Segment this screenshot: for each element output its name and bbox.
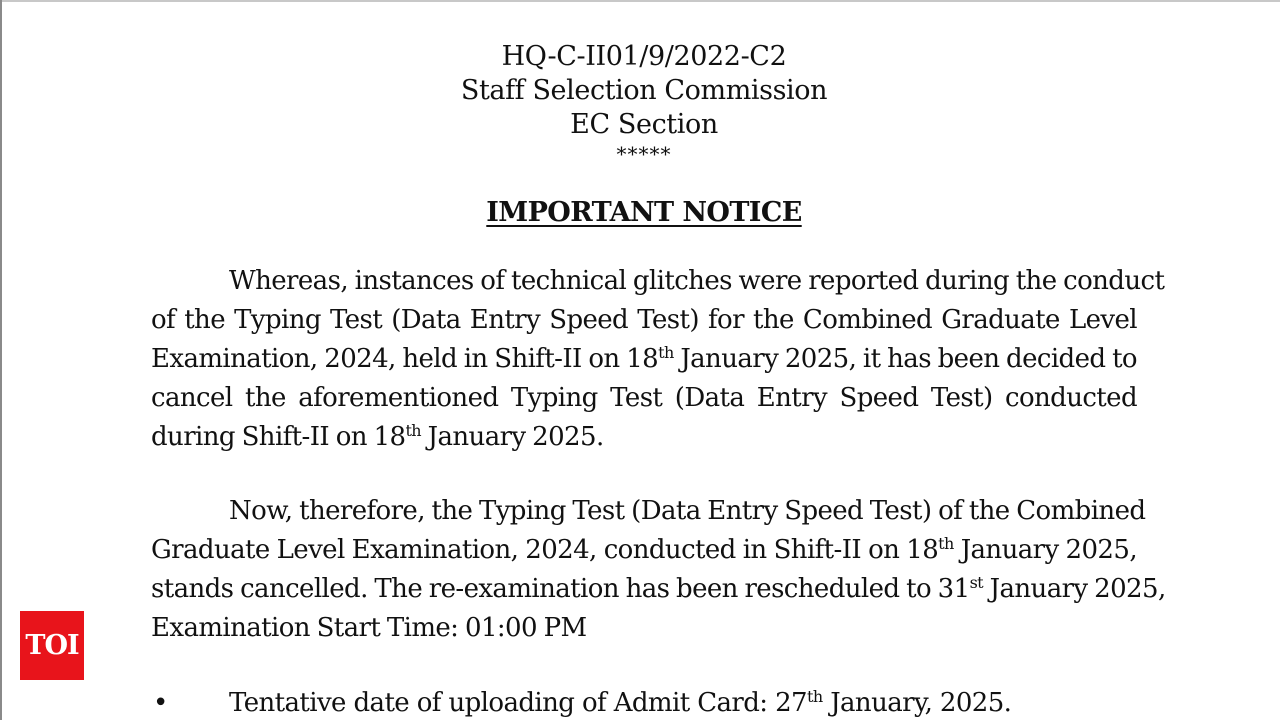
paragraph-1-line-3-a: Examination, 2024, held in Shift-II on 18 [151, 344, 659, 374]
paragraph-2-line-2 [151, 531, 1137, 570]
paragraph-2-line-3 [151, 570, 1166, 609]
paragraph-1-line-3 [151, 340, 1137, 379]
paragraph-1-line-4: cancel the aforementioned Typing Test (Data Entry Speed Test) conducted [151, 383, 1137, 413]
bullet-text-b: January, 2025. [822, 688, 1012, 718]
paragraph-1-line-2: of the Typing Test (Data Entry Speed Test) for the Combined Graduate Level [151, 305, 1137, 335]
paragraph-2-line-1: Now, therefore, the Typing Test (Data Entry Speed Test) of the Combined [229, 496, 1146, 526]
page-left-border [0, 0, 2, 720]
paragraph-2-line-4: Examination Start Time: 01:00 PM [151, 613, 587, 643]
header-separator: ***** [616, 142, 672, 166]
ordinal-suffix: st [969, 573, 984, 592]
bullet-marker: • [153, 688, 168, 718]
ordinal-suffix: th [658, 343, 674, 362]
ordinal-suffix: th [938, 534, 954, 553]
paragraph-1-line-5-b: January 2025. [421, 422, 604, 452]
paragraph-2-line-2-a: Graduate Level Examination, 2024, conducted in Shift-II on 18 [151, 535, 939, 565]
paragraph-2-line-2-b: January 2025, [953, 535, 1137, 565]
section-name: EC Section [570, 109, 718, 140]
organization-name: Staff Selection Commission [460, 75, 828, 106]
toi-logo: TOI [20, 611, 84, 680]
bullet-text [229, 684, 1011, 720]
paragraph-2-line-3-a: stands cancelled. The re-examination has been rescheduled to 31 [151, 574, 970, 604]
bullet-text-a: Tentative date of uploading of Admit Card: 27 [229, 688, 807, 718]
paragraph-2 [151, 492, 1166, 648]
notice-title-text: IMPORTANT NOTICE [486, 197, 802, 228]
page-top-border [0, 0, 1280, 2]
paragraph-1-line-5-a: during Shift-II on 18 [151, 422, 406, 452]
paragraph-1-line-5 [151, 418, 1137, 457]
paragraph-1 [151, 262, 1165, 457]
paragraph-2-line-3-b: January 2025, [983, 574, 1166, 604]
ordinal-suffix: th [806, 687, 823, 706]
reference-number: HQ-C-II01/9/2022-C2 [501, 41, 787, 72]
paragraph-1-line-1: Whereas, instances of technical glitches were reported during the conduct [229, 266, 1165, 296]
notice-title [151, 196, 1137, 230]
paragraph-1-line-3-b: January 2025, it has been decided to [673, 344, 1137, 374]
ordinal-suffix: th [405, 421, 422, 440]
